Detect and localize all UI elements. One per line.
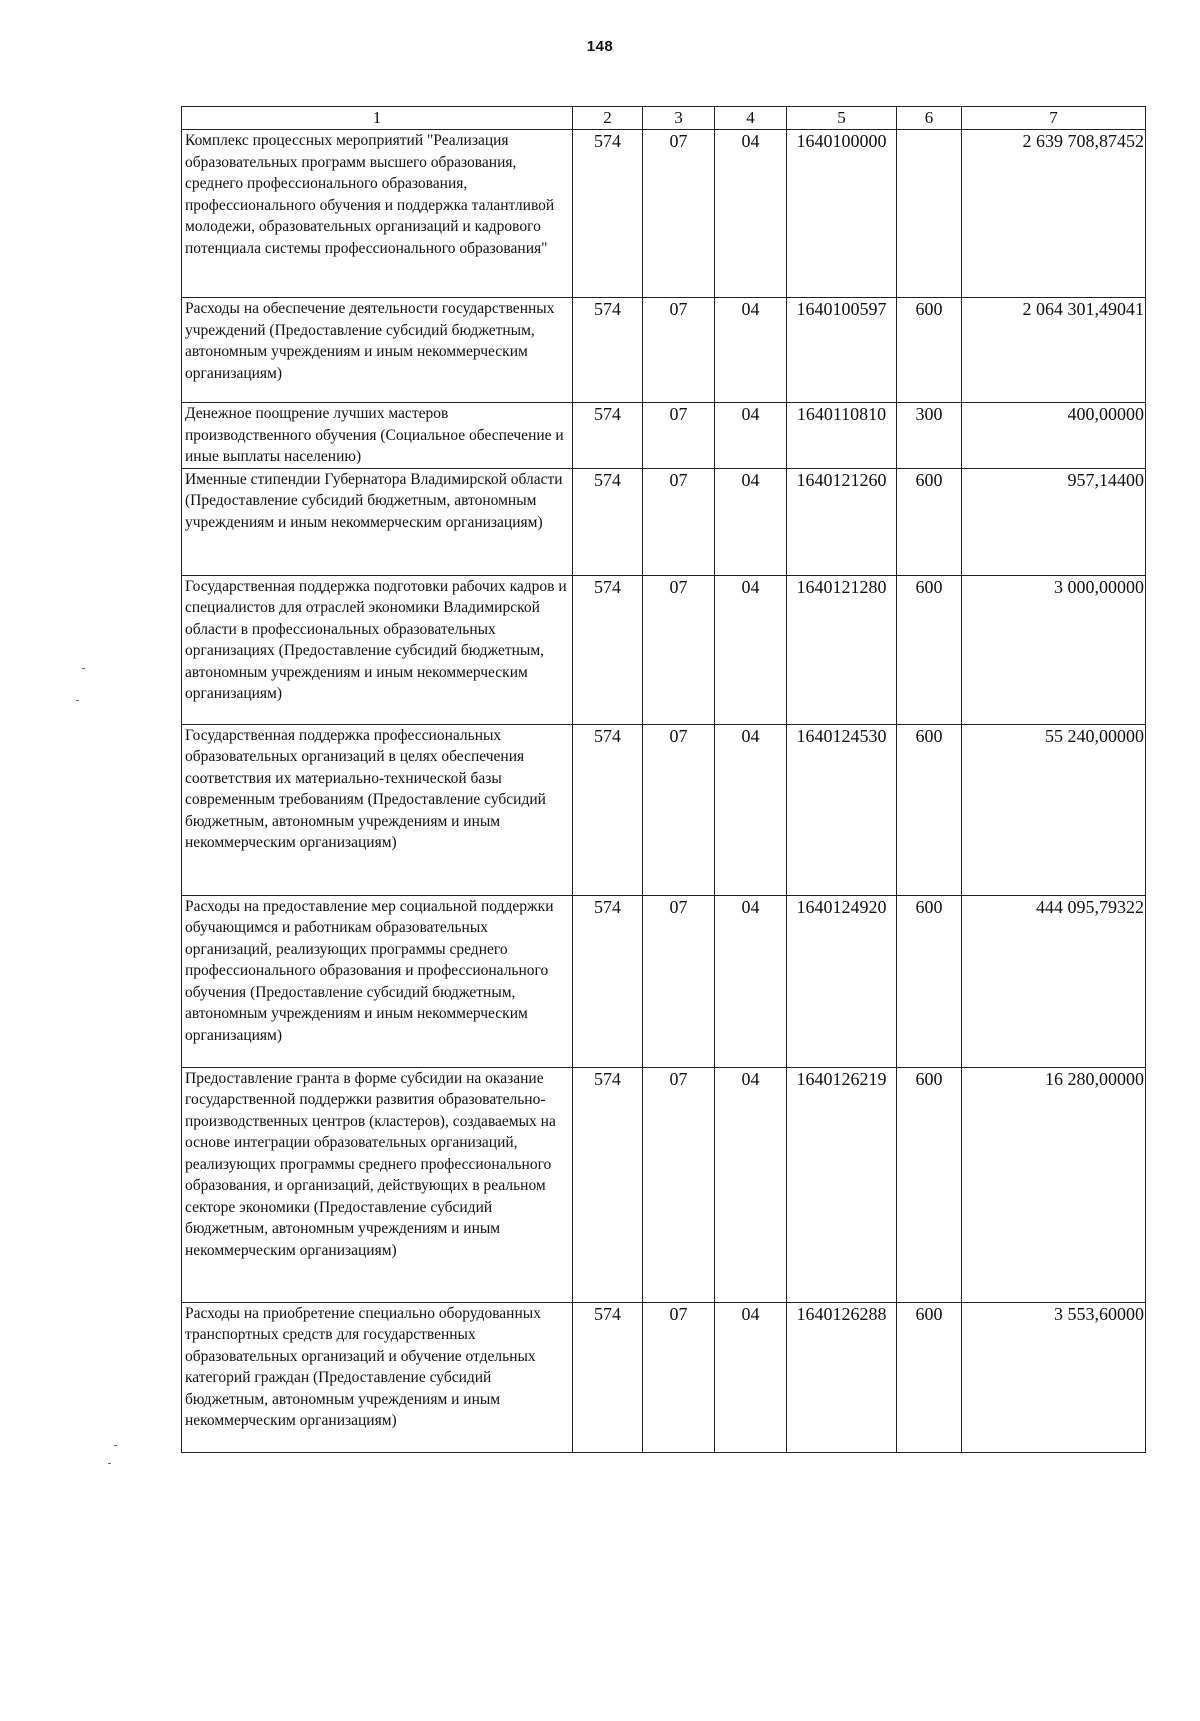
cell-c3: 07 <box>643 724 715 895</box>
cell-amount: 444 095,79322 <box>962 895 1146 1067</box>
table-row <box>182 130 1146 298</box>
table-row <box>182 468 1146 575</box>
cell-c2: 574 <box>573 403 643 469</box>
cell-c3: 07 <box>643 130 715 298</box>
column-header: 4 <box>715 107 787 130</box>
cell-amount: 3 553,60000 <box>962 1302 1146 1452</box>
cell-c4: 04 <box>715 468 787 575</box>
cell-c5: 1640126219 <box>787 1067 897 1302</box>
scan-speck <box>114 1445 117 1446</box>
column-header: 1 <box>182 107 573 130</box>
cell-amount: 2 639 708,87452 <box>962 130 1146 298</box>
row-description: Комплекс процессных мероприятий "Реализация образовательных программ высшего образования, среднего профессионального образования, профессионального обучения и поддержка талантливой молодежи, образовательных организаций и кадрового потенциала системы профессионального образования" <box>182 130 573 298</box>
cell-c2: 574 <box>573 1302 643 1452</box>
cell-amount: 55 240,00000 <box>962 724 1146 895</box>
cell-amount: 400,00000 <box>962 403 1146 469</box>
cell-c4: 04 <box>715 724 787 895</box>
table-row <box>182 298 1146 403</box>
cell-c5: 1640124530 <box>787 724 897 895</box>
table-row <box>182 895 1146 1067</box>
row-description: Расходы на обеспечение деятельности государственных учреждений (Предоставление субсидий бюджетным, автономным учреждениям и иным некоммерческим организациям) <box>182 298 573 403</box>
cell-c2: 574 <box>573 575 643 724</box>
column-header: 3 <box>643 107 715 130</box>
cell-c5: 1640110810 <box>787 403 897 469</box>
cell-c4: 04 <box>715 298 787 403</box>
cell-c2: 574 <box>573 724 643 895</box>
row-description: Денежное поощрение лучших мастеров производственного обучения (Социальное обеспечение и иные выплаты населению) <box>182 403 573 469</box>
table-row <box>182 403 1146 469</box>
row-description: Расходы на предоставление мер социальной поддержки обучающимся и работникам образовательных организаций, реализующих программы среднего профессионального образования и профессионального обучения (Предоставление субсидий бюджетным, автономным учреждениям и иным некоммерческим организациям) <box>182 895 573 1067</box>
column-header: 7 <box>962 107 1146 130</box>
cell-c5: 1640124920 <box>787 895 897 1067</box>
cell-c2: 574 <box>573 298 643 403</box>
cell-c3: 07 <box>643 895 715 1067</box>
scan-speck <box>76 700 79 701</box>
cell-c6: 300 <box>897 403 962 469</box>
cell-c4: 04 <box>715 1067 787 1302</box>
cell-c5: 1640100597 <box>787 298 897 403</box>
row-description: Предоставление гранта в форме субсидии на оказание государственной поддержки развития образовательно-производственных центров (кластеров), создаваемых на основе интеграции образовательных организаций, реализующих программы среднего профессионального образования, и организаций, действующих в реальном секторе экономики (Предоставление субсидий бюджетным, автономным учреждениям и иным некоммерческим организациям) <box>182 1067 573 1302</box>
scan-speck <box>108 1463 111 1464</box>
cell-c2: 574 <box>573 468 643 575</box>
cell-c2: 574 <box>573 130 643 298</box>
cell-c6: 600 <box>897 895 962 1067</box>
cell-c6: 600 <box>897 1067 962 1302</box>
row-description: Государственная поддержка подготовки рабочих кадров и специалистов для отраслей экономики Владимирской области в профессиональных образовательных организациях (Предоставление субсидий бюджетным, автономным учреждениям и иным некоммерческим организациям) <box>182 575 573 724</box>
cell-c6: 600 <box>897 724 962 895</box>
cell-amount: 2 064 301,49041 <box>962 298 1146 403</box>
cell-c5: 1640100000 <box>787 130 897 298</box>
cell-c2: 574 <box>573 1067 643 1302</box>
table-row <box>182 1067 1146 1302</box>
cell-c3: 07 <box>643 1067 715 1302</box>
cell-amount: 16 280,00000 <box>962 1067 1146 1302</box>
budget-table <box>181 106 1146 1453</box>
header-row <box>182 107 1146 130</box>
cell-c4: 04 <box>715 403 787 469</box>
cell-c6: 600 <box>897 1302 962 1452</box>
cell-c3: 07 <box>643 1302 715 1452</box>
cell-c3: 07 <box>643 298 715 403</box>
cell-c5: 1640121260 <box>787 468 897 575</box>
table-row <box>182 575 1146 724</box>
scan-speck <box>82 668 85 669</box>
cell-c6: 600 <box>897 298 962 403</box>
cell-c4: 04 <box>715 895 787 1067</box>
cell-c5: 1640121280 <box>787 575 897 724</box>
column-header: 2 <box>573 107 643 130</box>
cell-c6 <box>897 130 962 298</box>
row-description: Государственная поддержка профессиональных образовательных организаций в целях обеспечения соответствия их материально-технической базы современным требованиям (Предоставление субсидий бюджетным, автономным учреждениям и иным некоммерческим организациям) <box>182 724 573 895</box>
cell-c3: 07 <box>643 403 715 469</box>
cell-c4: 04 <box>715 130 787 298</box>
table-row <box>182 724 1146 895</box>
cell-c4: 04 <box>715 575 787 724</box>
cell-c5: 1640126288 <box>787 1302 897 1452</box>
cell-c2: 574 <box>573 895 643 1067</box>
row-description: Именные стипендии Губернатора Владимирской области (Предоставление субсидий бюджетным, автономным учреждениям и иным некоммерческим организациям) <box>182 468 573 575</box>
cell-amount: 3 000,00000 <box>962 575 1146 724</box>
table-row <box>182 1302 1146 1452</box>
cell-c4: 04 <box>715 1302 787 1452</box>
row-description: Расходы на приобретение специально оборудованных транспортных средств для государственных образовательных организаций и обучение отдельных категорий граждан (Предоставление субсидий бюджетным, автономным учреждениям и иным некоммерческим организациям) <box>182 1302 573 1452</box>
page-number: 148 <box>586 38 614 55</box>
column-header: 5 <box>787 107 897 130</box>
column-header: 6 <box>897 107 962 130</box>
cell-amount: 957,14400 <box>962 468 1146 575</box>
cell-c6: 600 <box>897 468 962 575</box>
cell-c3: 07 <box>643 468 715 575</box>
cell-c6: 600 <box>897 575 962 724</box>
cell-c3: 07 <box>643 575 715 724</box>
